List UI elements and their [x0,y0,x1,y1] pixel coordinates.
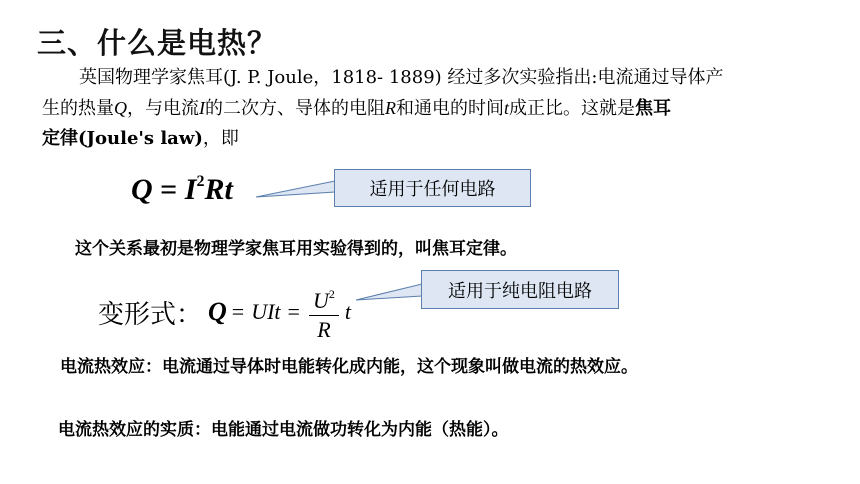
symbol-t: t [504,98,510,118]
paragraph-line-2 [42,93,810,124]
law-name-part-2: 定律(Joule's law) [42,128,203,149]
text-segment: ，与电流 [127,98,199,119]
intro-paragraph [42,63,810,154]
text-segment: 的二次方、导体的电阻 [205,98,385,119]
joule-law-formula [131,173,233,207]
variant-label: 变形式： [98,299,203,330]
text-segment: ，即 [202,128,239,149]
variant-equals-2: = [287,299,300,324]
heat-effect-essence: 电流热效应的实质：电能通过电流做功转化为内能（热能）。 [58,420,509,440]
numerator-exponent: 2 [328,286,335,301]
variant-t: t [344,299,351,324]
heat-effect-definition: 电流热效应：电流通过导体时电能转化成内能，这个现象叫做电流的热效应。 [60,357,638,377]
section-heading: 三、什么是电热？ [37,26,278,60]
paragraph-line-3 [42,124,810,154]
text-segment: 生的热量 [42,98,114,119]
fraction-denominator: R [317,316,331,342]
fraction-numerator [309,281,339,316]
symbol-q: Q [114,98,127,118]
formula-rt: Rt [204,173,233,206]
numerator-u: U [312,287,329,313]
callout-pointer-resistive [356,284,422,300]
formula-equals: = [152,173,185,206]
variant-uit: UIt [251,299,281,324]
symbol-r: R [385,98,396,118]
variant-formula [98,282,353,342]
variant-fraction [309,281,339,344]
formula-exponent: 2 [196,173,205,190]
text-segment: 成正比。这就是 [509,98,636,119]
formula-i: I [184,173,197,206]
law-name-part-1: 焦耳 [635,98,672,119]
callout-resistive-circuit: 适用于纯电阻电路 [421,270,619,309]
text-segment: 和通电的时间 [396,98,504,119]
paragraph-line-1: 英国物理学家焦耳(J. P. Joule，1818- 1889) 经过多次实验指出:电流通过导体产 [79,67,724,88]
formula-q: Q [131,173,153,206]
callout-general-circuit: 适用于任何电路 [334,169,531,207]
symbol-i: I [199,98,205,118]
experiment-sentence: 这个关系最初是物理学家焦耳用实验得到的，叫焦耳定律。 [75,239,517,259]
callout-pointer-general [256,181,335,197]
variant-equals-1: = [231,299,245,324]
variant-q: Q [208,297,227,326]
